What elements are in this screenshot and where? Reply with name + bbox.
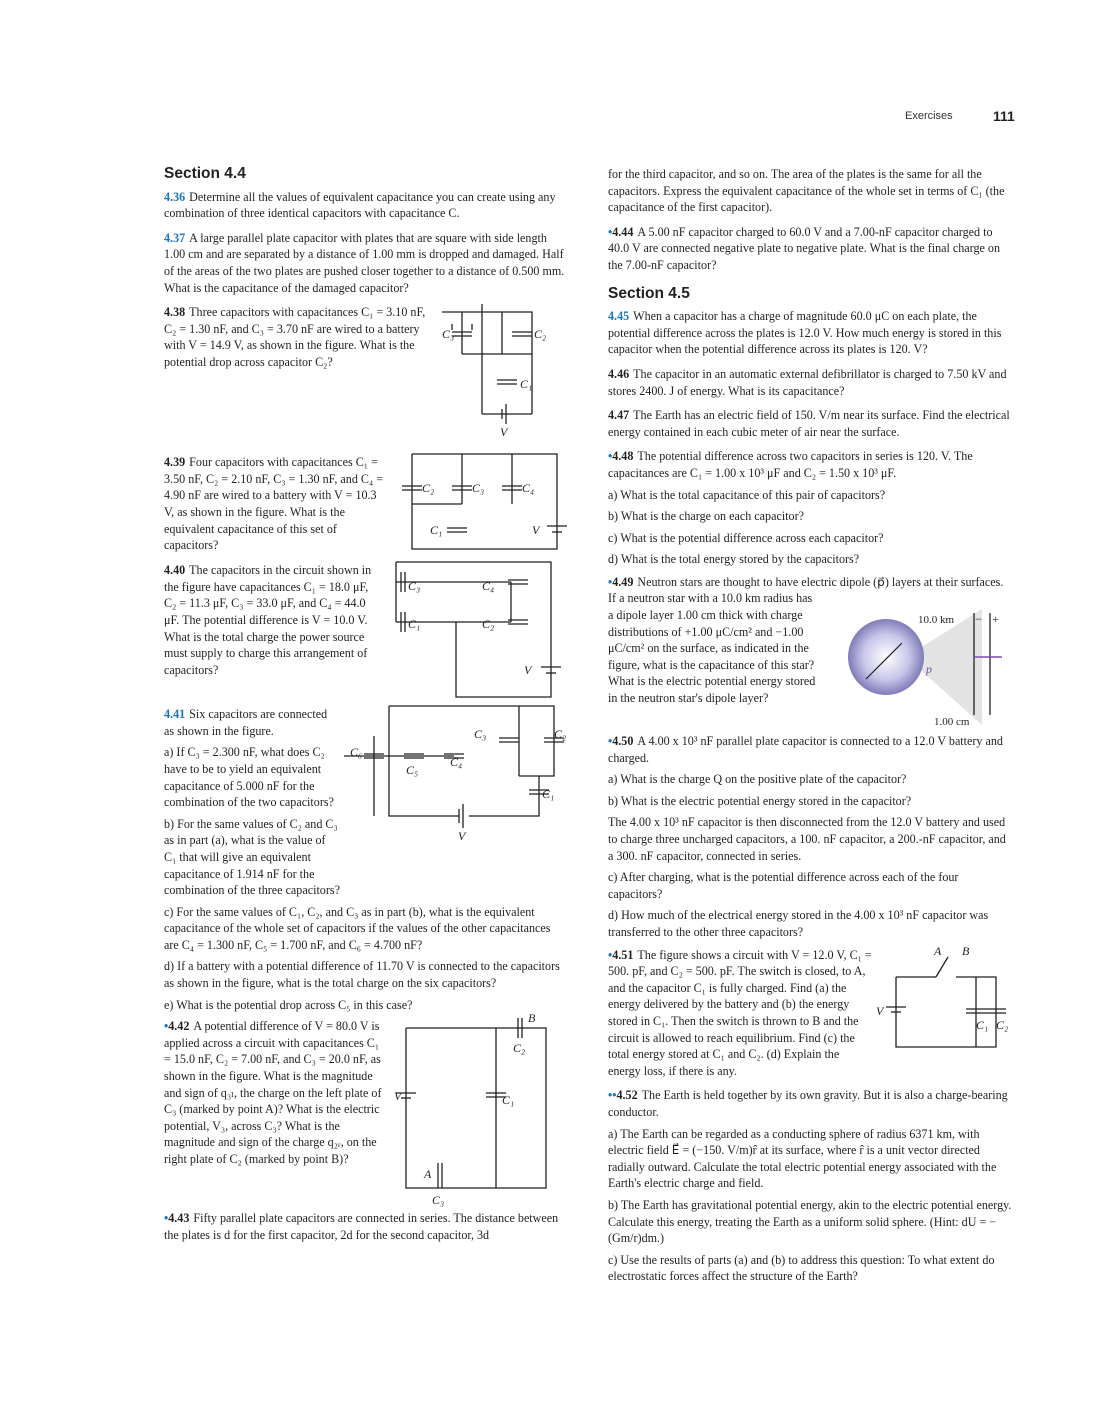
problem-4-50-c: c) After charging, what is the potential difference across each of the four capacitors? — [608, 870, 959, 901]
problem-4-39: 4.39 Four capacitors with capacitances C₁ = 3.50 nF, C₂ = 2.10 nF, C₃ = 1.30 nF, and C₄ = 4.90 nF are wired to a battery with V = 10.3 V, as shown in the figure. What is the equivalent capacitance of this set of capacitors? C₂ C₃ C₄ C₁ V — [164, 454, 566, 554]
problem-4-48-d: d) What is the total energy stored by the capacitors? — [608, 552, 860, 567]
svg-text:C₂: C₂ — [513, 1041, 526, 1056]
left-column — [164, 166, 566, 1251]
circuit-4-41 — [344, 706, 566, 846]
svg-text:−: − — [975, 612, 982, 627]
svg-text:C₃: C₃ — [442, 327, 455, 342]
svg-text:A: A — [934, 943, 942, 958]
circuit-4-42 — [394, 1011, 566, 1208]
problem-4-48-a: a) What is the total capacitance of this pair of capacitors? — [608, 487, 886, 502]
svg-text:C₃: C₃ — [432, 1193, 445, 1208]
problem-4-42: •4.42 A potential difference of V = 80.0 V is applied across a circuit with capacitances C₁ = 15.0 nF, C₂ = 7.00 nF, and C₃ = 20.0 nF, as shown in the figure. What is the magnitude and sign of q₃ₗ, the charge on the left plate of C₃ (marked by point A)? What is the electric potential, V₃, across C₃? What is the magnitude and sign of the charge q₂ᵣ, on the right plate of C₂ (marked by point B)? B C₂ V C₁ A C₃ — [164, 1018, 566, 1208]
running-head: Exercises — [905, 110, 953, 122]
problem-4-50-d: d) How much of the electrical energy stored in the 4.00 x 10³ nF capacitor was transferred to the other three capacitors? — [608, 908, 989, 939]
problem-4-51: •4.51 The figure shows a circuit with V = 12.0 V, C₁ = 500. pF, and C₂ = 500. pF. The switch is closed, to A, and the capacitor C₁ is fully charged. Find (a) the energy delivered by the battery and (b) the energy stored in C₁. Then the switch is thrown to B and the circuit is allowed to reach equilibrium. Find (c) the total energy stored at C₁ and C₂. (d) Explain the energy loss, if there is any. A B V C₁ C₂ — [608, 947, 1012, 1080]
problem-4-41-a: a) If C₃ = 2.300 nF, what does C₂ have to be to yield an equivalent capacitance of 5.000 nF for the combination of the two capacitors? — [164, 745, 334, 810]
svg-text:V: V — [394, 1089, 402, 1104]
svg-text:C₁: C₁ — [408, 617, 421, 632]
problem-4-41-b: b) For the same values of C₂ and C₃ as in part (a), what is the value of C₁ that will give an equivalent capacitance of 1.914 nF for the combination of the three capacitors? — [164, 816, 340, 898]
problem-4-41-d: d) If a battery with a potential difference of 11.70 V is connected to the capacitors as shown in the figure, what is the total charge on the six capacitors? — [164, 959, 560, 991]
problem-4-48: •4.48 The potential difference across two capacitors in series is 120. V. The capacitances are C₁ = 1.00 x 10³ μF and C₂ = 1.50 x 10³ μF. a) What is the total capacitance of this pair of capacitors? b) What is the charge on each capacitor? c) What is the potential difference across each capacitor? d) What is the total energy stored by the capacitors? — [608, 448, 1012, 568]
svg-text:C₁: C₁ — [520, 377, 533, 392]
problem-4-43: •4.43 Fifty parallel plate capacitors are connected in series. The distance between the plates is d for the first capacitor, 2d for the second capacitor, 3d — [164, 1211, 559, 1242]
problem-4-37: 4.37 A large parallel plate capacitor with plates that are square with side length 1.00 cm and are separated by a distance of 1.00 mm is dropped and damaged. Half of the areas of the two plates are pushed closer together to a distance of 0.500 mm. What is the capacitance of the damaged capacitor? — [164, 230, 565, 295]
svg-text:C₅: C₅ — [406, 763, 419, 778]
problem-4-50-mid: The 4.00 x 10³ nF capacitor is then disconnected from the 12.0 V battery and used to charge three uncharged capacitors, a 100. nF capacitor, a 200.-nF capacitor, and a 300. nF capacitor, connected in series. — [608, 815, 1006, 863]
problem-4-48-c: c) What is the potential difference across each capacitor? — [608, 530, 884, 545]
problem-4-52-b: b) The Earth has gravitational potential energy, akin to the electric potential energy. Calculate this energy, treating the Earth as a uniform solid sphere. (Hint: dU = −(Gm/r)dm.) — [608, 1197, 1012, 1246]
problem-4-41: 4.41 Six capacitors are connected as shown in the figure. a) If C₃ = 2.300 nF, what does C₂ have to be to yield an equivalent capacitance of 5.000 nF for the combination of the two capacitors? b) For the same values of C₂ and C₃ as in part (a), what is the value of C₁ that will give an equivalent capacitance of 1.914 nF for the combination of the three capacitors? C₆ C₅ C₄ C₃ C₂ C₁ V c) For the same values of C₁, C₂, and C₃ as in part (b), what is the equivalent capacitance of the whole set of capacitors if the values of the other capacitances are C₄ = 1.300 nF, C₅ = 1.700 nF, and C₆ = 4.700 nF? d) If a battery with a potential difference of 11.70 V is connected to the capacitors as shown in the figure, what is the total charge on the six capacitors? e) What is the potential drop across C₅ in this case? — [164, 707, 567, 1012]
circuit-4-51 — [876, 943, 1012, 1057]
problem-4-45: 4.45 When a capacitor has a charge of magnitude 60.0 μC on each plate, the potential difference across the plates is 12.0 V. How much energy is stored in this capacitor when the potential difference across its plates is 120. V? — [608, 309, 1002, 357]
svg-text:V: V — [524, 663, 532, 678]
problem-4-50-b: b) What is the electric potential energy stored in the capacitor? — [608, 793, 912, 808]
problem-4-47: 4.47 The Earth has an electric field of 150. V/m near its surface. Find the electrical energy contained in each cubic meter of air near the surface. — [608, 408, 1010, 439]
svg-text:C₂: C₂ — [554, 727, 567, 742]
svg-text:p: p — [926, 662, 932, 677]
problem-4-52-a: a) The Earth can be regarded as a conducting sphere of radius 6371 km, with electric field E⃗ = (−150. V/m)r̂ at its surface, where r̂ is a unit vector directed radially outward. Calculate the total electric potential energy associated with the Earth's electric charge and field. — [608, 1126, 997, 1191]
svg-text:V: V — [532, 523, 540, 538]
svg-text:C₂: C₂ — [482, 617, 495, 632]
svg-text:A: A — [424, 1167, 432, 1182]
svg-text:C₃: C₃ — [474, 727, 487, 742]
svg-text:C₄: C₄ — [522, 481, 535, 496]
problem-4-46: 4.46 The capacitor in an automatic external defibrillator is charged to 7.50 kV and stores 2400. J of energy. What is its capacitance? — [608, 366, 1007, 398]
circuit-4-40 — [396, 562, 566, 702]
problem-4-36: 4.36 Determine all the values of equivalent capacitance you can create using any combination of three identical capacitors with capacitance C. — [164, 189, 556, 221]
neutron-star-figure — [826, 607, 1012, 727]
section-title-4-5: Section 4.5 — [608, 284, 690, 302]
problem-4-50: •4.50 A 4.00 x 10³ nF parallel plate capacitor is connected to a 12.0 V battery and charged. a) What is the charge Q on the positive plate of the capacitor? b) What is the electric potential energy stored in the capacitor? The 4.00 x 10³ nF capacitor is then disconnected from the 12.0 V battery and used to charge three uncharged capacitors, a 100. nF capacitor, a 200.-nF capacitor, and a 300. nF capacitor, connected in series. c) After charging, what is the potential difference across each of the four capacitors? d) How much of the electrical energy stored in the 4.00 x 10³ nF capacitor was transferred to the other three capacitors? — [608, 733, 1012, 941]
svg-text:V: V — [458, 829, 466, 844]
circuit-4-38 — [442, 304, 566, 440]
svg-text:C₁: C₁ — [542, 787, 555, 802]
svg-text:V: V — [500, 425, 508, 440]
problem-4-52: ••4.52 The Earth is held together by its own gravity. But it is also a charge-bearing conductor. a) The Earth can be regarded as a conducting sphere of radius 6371 km, with electric field E⃗ = (−150. V/m)r̂ at its surface, where r̂ is a unit vector directed radially outward. Calculate the total electric potential energy associated with the Earth's electric charge and field. b) The Earth has gravitational potential energy, akin to the electric potential energy. Calculate this energy, treating the Earth as a uniform solid sphere. (Hint: dU = −(Gm/r)dm.) c) Use the results of parts (a) and (b) to address this question: To what extent do electrostatic forces affect the structure of the Earth? — [608, 1088, 1012, 1284]
svg-text:C₃: C₃ — [472, 481, 485, 496]
svg-text:C₁: C₁ — [976, 1017, 989, 1032]
section-title-4-4: Section 4.4 — [164, 165, 246, 182]
svg-text:C₄: C₄ — [482, 579, 495, 594]
svg-text:1.00 cm: 1.00 cm — [934, 716, 970, 729]
problem-4-40: 4.40 The capacitors in the circuit shown in the figure have capacitances C₁ = 18.0 μF, C₂ = 11.3 μF, C₃ = 33.0 μF, and C₄ = 44.0 μF. The potential difference is V = 10.0 V. What is the total charge the power source must supply to charge this arrangement of capacitors? C₃ C₄ C₁ C₂ V — [164, 562, 566, 702]
problem-4-41-e: e) What is the potential drop across C₅ in this case? — [164, 997, 413, 1012]
svg-text:C₂: C₂ — [996, 1017, 1009, 1032]
page-header — [0, 108, 1118, 128]
problem-4-44: •4.44 A 5.00 nF capacitor charged to 60.0 V and a 7.00-nF capacitor charged to 40.0 V are connected negative plate to negative plate. What is the final charge on the 7.00-nF capacitor? — [608, 224, 1001, 272]
problem-4-48-b: b) What is the charge on each capacitor? — [608, 509, 804, 524]
right-column — [608, 166, 1012, 1290]
svg-text:B: B — [528, 1011, 536, 1026]
problem-4-38: 4.38 Three capacitors with capacitances C₁ = 3.10 nF, C₂ = 1.30 nF, and C₃ = 3.70 nF are wired to a battery with V = 14.9 V, as shown in the figure. What is the potential drop across capacitor C₂? C₃ C₂ C₁ V — [164, 304, 566, 440]
svg-text:C₂: C₂ — [422, 481, 435, 496]
circuit-4-39 — [402, 454, 566, 554]
svg-text:+: + — [992, 612, 999, 627]
svg-text:C₄: C₄ — [450, 755, 463, 770]
svg-text:10.0 km: 10.0 km — [918, 614, 955, 627]
svg-text:V: V — [876, 1003, 884, 1018]
problem-4-50-a: a) What is the charge Q on the positive plate of the capacitor? — [608, 772, 907, 787]
problem-4-49: •4.49 Neutron stars are thought to have electric dipole (p⃗) layers at their surfaces. If a neutron star with a 10.0 km radius has a dipole layer 1.00 cm thick with charge distributions of +1.00 μC/cm² and −1.00 μC/cm² on the surface, as indicated in the figure, what is the capacitance of this star? What is the electric potential energy stored in the neutron star's dipole layer? − + p 10.0 km 1.00 cm — [608, 574, 1012, 727]
svg-text:B: B — [962, 943, 970, 958]
svg-text:C₁: C₁ — [430, 523, 443, 538]
problem-4-41-c: c) For the same values of C₁, C₂, and C₃ as in part (b), what is the equivalent capacitance of the whole set of capacitors if the values of the other capacitances are C₄ = 1.300 nF, C₅ = 1.700 nF, and C₆ = 4.700 nF? — [164, 904, 551, 952]
svg-text:C₁: C₁ — [502, 1093, 515, 1108]
problem-4-52-c: c) Use the results of parts (a) and (b) to address this question: To what extent do electrostatic forces affect the structure of the Earth? — [608, 1252, 995, 1284]
svg-text:C₂: C₂ — [534, 327, 547, 342]
svg-text:C₆: C₆ — [350, 745, 363, 760]
page-number: 111 — [993, 108, 1015, 124]
svg-text:C₃: C₃ — [408, 579, 421, 594]
problem-4-43-cont: for the third capacitor, and so on. The area of the plates is the same for all the capacitors. Express the equivalent capacitance of the whole set in terms of C₁ (the capacitance of the first capacitor). — [608, 167, 1005, 215]
